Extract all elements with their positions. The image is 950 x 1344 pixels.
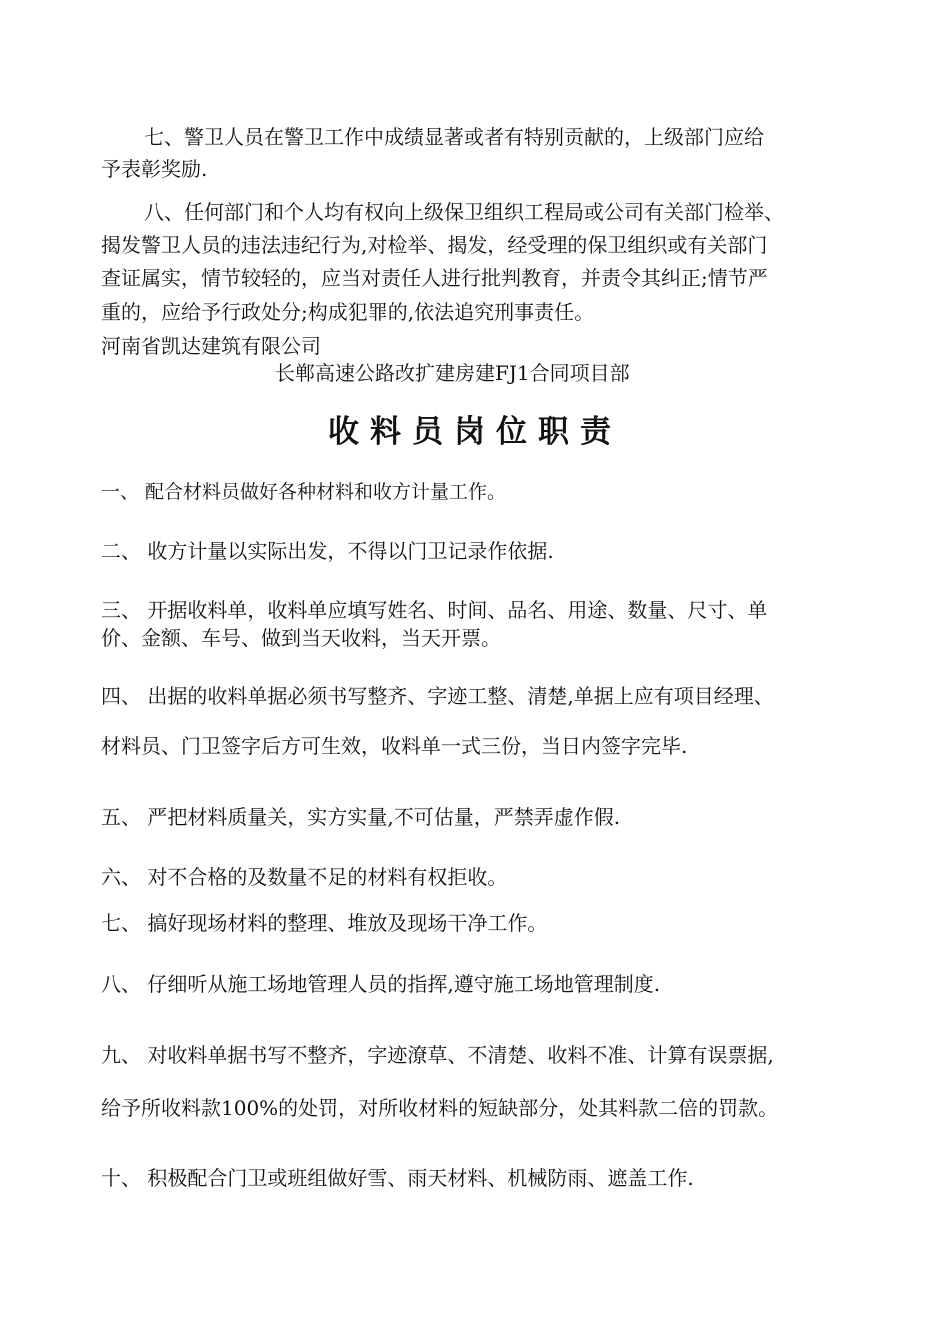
paragraph-8-line-1: 八、任何部门和个人均有权向上级保卫组织工程局或公司有关部门检举、 [144, 200, 784, 224]
duty-6-line-1: 六、 对不合格的及数量不足的材料有权拒收。 [101, 865, 508, 889]
paragraph-7-line-2: 予表彰奖励. [101, 157, 208, 181]
project-department: 长郸高速公路改扩建房建FJ1合同项目部 [275, 361, 630, 385]
duty-3-line-2: 价、金额、车号、做到当天收料，当天开票。 [101, 626, 501, 650]
paragraph-8-line-3: 查证属实，情节较轻的，应当对责任人进行批判教育，并责令其纠正;情节严 [101, 266, 768, 290]
duty-8-line-1: 八、 仔细听从施工场地管理人员的指挥,遵守施工场地管理制度. [101, 972, 661, 996]
duty-2-line-1: 二、 收方计量以实际出发，不得以门卫记录作依据. [101, 539, 554, 563]
paragraph-7-line-1: 七、警卫人员在警卫工作中成绩显著或者有特别贡献的，上级部门应给 [144, 125, 764, 149]
page-title: 收料员岗位职责 [328, 414, 622, 450]
paragraph-8-line-4: 重的，应给予行政处分;构成犯罪的,依法追究刑事责任。 [101, 300, 595, 324]
duty-10-line-1: 十、 积极配合门卫或班组做好雪、雨天材料、机械防雨、遮盖工作. [101, 1166, 694, 1190]
duty-1-line-1: 一、 配合材料员做好各种材料和收方计量工作。 [101, 481, 507, 503]
duty-9-line-2: 给予所收料款100%的处罚，对所收材料的短缺部分，处其料款二倍的罚款。 [101, 1096, 779, 1120]
duty-9-line-1: 九、 对收料单据书写不整齐，字迹潦草、不清楚、收料不准、计算有误票据, [101, 1043, 774, 1067]
duty-4-line-1: 四、 出据的收料单据必须书写整齐、字迹工整、清楚,单据上应有项目经理、 [101, 684, 774, 708]
duty-7-line-1: 七、 搞好现场材料的整理、堆放及现场干净工作。 [101, 911, 548, 935]
duty-5-line-1: 五、 严把材料质量关，实方实量,不可估量，严禁弄虚作假. [101, 805, 621, 829]
company-name: 河南省凯达建筑有限公司 [101, 334, 321, 358]
duty-4-line-2: 材料员、门卫签字后方可生效，收料单一式三份，当日内签字完毕. [101, 734, 688, 758]
paragraph-8-line-2: 揭发警卫人员的违法违纪行为,对检举、揭发，经受理的保卫组织或有关部门 [101, 233, 768, 257]
duty-3-line-1: 三、 开据收料单，收料单应填写姓名、时间、品名、用途、数量、尺寸、单 [101, 598, 768, 622]
